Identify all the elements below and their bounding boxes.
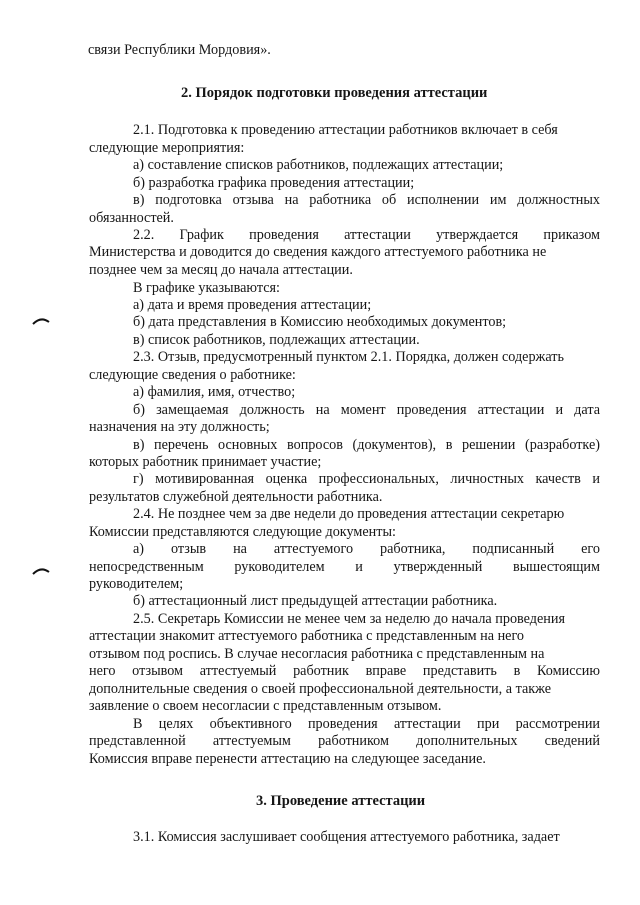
text-line: руководителем; bbox=[89, 576, 184, 592]
binding-mark bbox=[32, 316, 50, 326]
text-line: 2.3. Отзыв, предусмотренный пунктом 2.1. Порядка, должен содержать bbox=[133, 349, 564, 365]
text-line: б) замещаемая должность на момент проведения аттестации и дата bbox=[133, 402, 600, 418]
text-line: в) перечень основных вопросов (документов), в решении (разработке) bbox=[133, 437, 600, 453]
text-line: дополнительные сведения о своей профессиональной деятельности, а также bbox=[89, 681, 552, 697]
text-line: представленной аттестуемым работником дополнительных сведений bbox=[89, 733, 600, 749]
binding-mark bbox=[32, 566, 50, 576]
text-line: в) подготовка отзыва на работника об исполнении им должностных bbox=[133, 192, 600, 208]
section-heading: 2. Порядок подготовки проведения аттестации bbox=[181, 85, 488, 101]
text-line: а) дата и время проведения аттестации; bbox=[133, 297, 372, 313]
text-line: него отзывом аттестуемый работник вправе представить в Комиссию bbox=[89, 663, 600, 679]
text-line: связи Республики Мордовия». bbox=[88, 42, 271, 58]
text-line: а) отзыв на аттестуемого работника, подписанный его bbox=[133, 541, 600, 557]
text-line: 2.1. Подготовка к проведению аттестации работников включает в себя bbox=[133, 122, 558, 138]
text-line: 2.2. График проведения аттестации утверждается приказом bbox=[133, 227, 600, 243]
text-line: Комиссия вправе перенести аттестацию на следующее заседание. bbox=[89, 751, 486, 767]
section-heading: 3. Проведение аттестации bbox=[256, 793, 426, 809]
text-line: следующие сведения о работнике: bbox=[89, 367, 296, 383]
text-line: позднее чем за месяц до начала аттестации. bbox=[89, 262, 353, 278]
text-line: заявление о своем несогласии с представленным отзывом. bbox=[89, 698, 442, 714]
text-line: следующие мероприятия: bbox=[89, 140, 245, 156]
text-line: непосредственным руководителем и утвержденный вышестоящим bbox=[89, 559, 600, 575]
text-line: назначения на эту должность; bbox=[89, 419, 270, 435]
text-line: отзывом под роспись. В случае несогласия работника с представленным на bbox=[89, 646, 545, 662]
text-line: Министерства и доводится до сведения каждого аттестуемого работника не bbox=[89, 244, 547, 260]
text-line: а) фамилия, имя, отчество; bbox=[133, 384, 296, 400]
text-line: В целях объективного проведения аттестации при рассмотрении bbox=[133, 716, 600, 732]
text-line: 2.5. Секретарь Комиссии не менее чем за неделю до начала проведения bbox=[133, 611, 565, 627]
text-line: 2.4. Не позднее чем за две недели до проведения аттестации секретарю bbox=[133, 506, 565, 522]
text-line: Комиссии представляются следующие документы: bbox=[89, 524, 396, 540]
text-line: В графике указываются: bbox=[133, 280, 280, 296]
text-line: г) мотивированная оценка профессиональных, личностных качеств и bbox=[133, 471, 600, 487]
text-line: 3.1. Комиссия заслушивает сообщения аттестуемого работника, задает bbox=[133, 829, 560, 845]
text-line: аттестации знакомит аттестуемого работника с представленным на него bbox=[89, 628, 525, 644]
text-line: которых работник принимает участие; bbox=[89, 454, 322, 470]
text-line: в) список работников, подлежащих аттестации. bbox=[133, 332, 420, 348]
text-line: а) составление списков работников, подлежащих аттестации; bbox=[133, 157, 504, 173]
text-line: б) дата представления в Комиссию необходимых документов; bbox=[133, 314, 507, 330]
text-line: результатов служебной деятельности работника. bbox=[89, 489, 383, 505]
text-line: обязанностей. bbox=[89, 210, 174, 226]
text-line: б) аттестационный лист предыдущей аттестации работника. bbox=[133, 593, 498, 609]
text-line: б) разработка графика проведения аттестации; bbox=[133, 175, 415, 191]
